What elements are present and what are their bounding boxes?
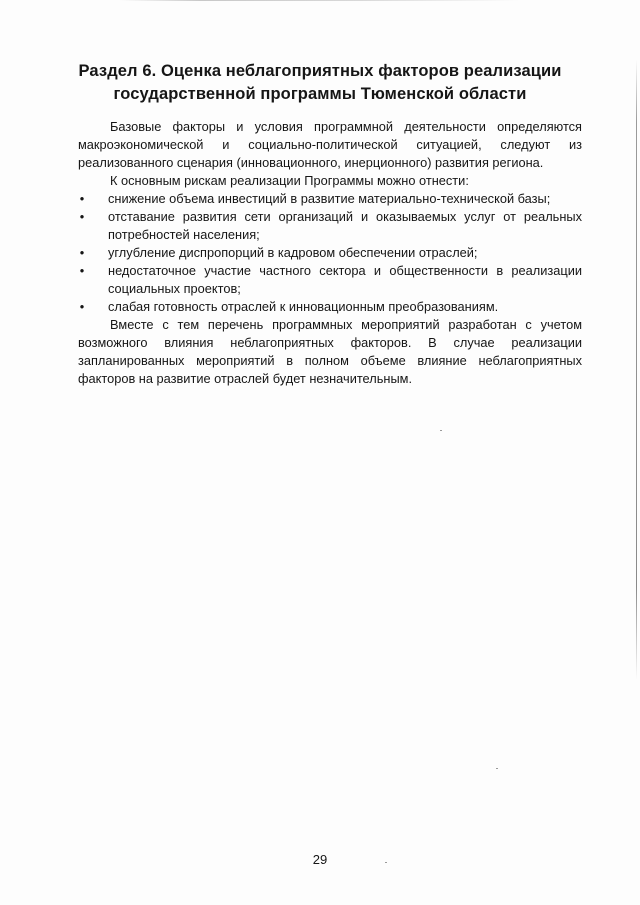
scan-speck [496, 768, 498, 769]
bullet-icon: • [79, 263, 85, 278]
bullet-icon: • [79, 245, 85, 260]
risk-item-text: слабая готовность отраслей к инновационным преобразованиям. [108, 299, 499, 314]
page-number: 29 [312, 852, 328, 867]
section-title-line-2: государственной программы Тюменской области [113, 85, 527, 103]
scan-margin-line [636, 60, 637, 680]
section-title-line-1: Раздел 6. Оценка неблагоприятных факторов реализации [78, 62, 562, 80]
risk-item-text: снижение объема инвестиций в развитие материально-технической базы; [108, 191, 551, 206]
scan-edge-line [120, 0, 520, 1]
risk-item-text: недостаточное участие частного сектора и общественности в реализации социальных проектов; [108, 263, 582, 296]
risk-item [78, 208, 582, 244]
risk-item [78, 244, 582, 262]
risk-item-text: отставание развития сети организаций и оказываемых услуг от реальных потребностей населения; [108, 209, 582, 242]
risk-item [78, 190, 582, 208]
risks-lead-paragraph: К основным рискам реализации Программы можно отнести: [110, 173, 469, 188]
risk-item [78, 298, 582, 316]
risk-list [78, 190, 582, 316]
section-title [60, 60, 580, 106]
scan-speck [440, 430, 442, 431]
bullet-icon: • [79, 299, 85, 314]
conclusion-paragraph: Вместе с тем перечень программных мероприятий разработан с учетом возможного влияния неблагоприятных факторов. В случае реализации запланированных мероприятий в полном объеме влияние неблагоприятных факторов на развитие отраслей будет незначительным. [78, 317, 582, 386]
bullet-icon: • [79, 209, 85, 224]
bullet-icon: • [79, 191, 85, 206]
risk-item-text: углубление диспропорций в кадровом обеспечении отраслей; [108, 245, 478, 260]
risk-item [78, 262, 582, 298]
section-body [78, 118, 582, 388]
intro-paragraph: Базовые факторы и условия программной деятельности определяются макроэкономической и социально-политической ситуацией, следуют из реализованного сценария (инновационного, инерционного) развития региона. [78, 119, 582, 170]
